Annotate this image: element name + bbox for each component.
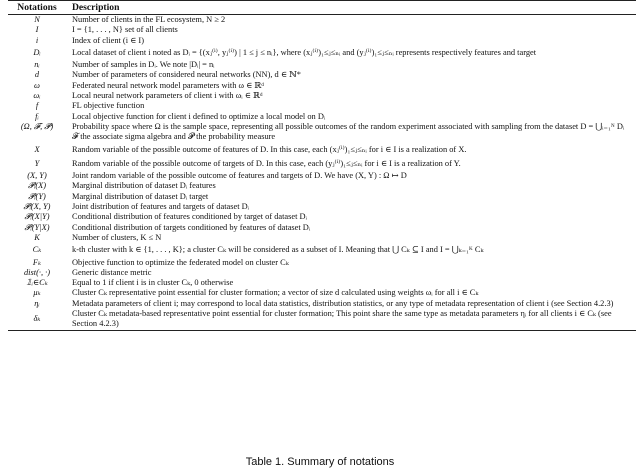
notation-description: Number of clients in the FL ecosystem, N ≥ 2 bbox=[72, 15, 226, 24]
notation-symbol: Cₖ bbox=[32, 245, 42, 255]
table-header-row bbox=[8, 1, 636, 15]
notation-description: Cluster Cₖ metadata-based representative point essential for cluster formation; This point share the same type as metadata parameters ηᵢ for all clients i ∈ Cₖ (see Section 4.2.3) bbox=[66, 309, 636, 330]
notation-description: Number of parameters of considered neural networks (NN), d ∈ ℕ* bbox=[72, 70, 301, 80]
notation-description: Objective function to optimize the federated model on cluster Cₖ bbox=[72, 257, 289, 267]
notation-symbol bbox=[8, 132, 66, 142]
table-row bbox=[8, 157, 636, 171]
notation-description: Joint random variable of the possible outcome of features and targets of D. We have (X, Y) : Ω ↦ D bbox=[72, 171, 407, 181]
notation-description: Local neural network parameters of client i with ωᵢ ∈ ℝᵈ bbox=[72, 91, 263, 101]
header-description: Description bbox=[66, 1, 636, 15]
notation-symbol: (Ω, 𝓕, 𝓟) bbox=[20, 121, 54, 131]
notation-description: Index of client (i ∈ I) bbox=[72, 35, 145, 45]
table-row bbox=[8, 268, 636, 278]
table-row bbox=[8, 288, 636, 298]
table-caption: Table 1. Summary of notations bbox=[245, 456, 395, 468]
notation-description: Marginal distribution of dataset Dᵢ target bbox=[72, 191, 209, 201]
notation-symbol: (X, Y) bbox=[27, 171, 47, 181]
table-row bbox=[8, 171, 636, 181]
notation-symbol: i bbox=[35, 35, 39, 45]
table-row bbox=[8, 258, 636, 268]
notation-description: Federated neural network model parameters with ω ∈ ℝᵈ bbox=[72, 80, 264, 90]
notation-description: Random variable of the possible outcome of targets of D. In this case, each (yⱼ⁽ⁱ⁾)₁≤ⱼ≤ₙᵢ for i ∈ I is a realization of Y. bbox=[72, 158, 461, 168]
table-row bbox=[8, 202, 636, 212]
table-row bbox=[8, 243, 636, 257]
notation-symbol: Dᵢ bbox=[33, 47, 41, 57]
table-row bbox=[8, 299, 636, 309]
table-row bbox=[8, 46, 636, 60]
table-row bbox=[8, 36, 636, 46]
notation-description: k-th cluster with k ∈ {1, . . . , K}; a cluster Cₖ will be considered as a subset of I. Meaning that ⋃ Cₖ ⊆ I and I = ⋃ₖ₌₁ᴷ Cₖ bbox=[72, 245, 484, 255]
notation-description: Conditional distribution of targets conditioned by features of dataset Dᵢ bbox=[72, 222, 311, 232]
table-row bbox=[8, 81, 636, 91]
header-notations: Notations bbox=[8, 1, 66, 15]
notation-description: Marginal distribution of dataset Dᵢ features bbox=[72, 181, 216, 191]
notation-symbol: nᵢ bbox=[34, 60, 40, 70]
notation-description: Generic distance metric bbox=[72, 267, 152, 277]
table-row bbox=[8, 212, 636, 222]
notation-symbol: 𝓟ᵢ(Y|X) bbox=[24, 222, 50, 232]
notation-symbol: ω bbox=[34, 80, 40, 90]
table-row bbox=[8, 181, 636, 191]
notation-description: Number of clusters, K ≤ N bbox=[72, 232, 162, 242]
notation-symbol: d bbox=[34, 70, 40, 80]
table-row bbox=[8, 192, 636, 202]
notation-symbol: fᵢ bbox=[35, 111, 39, 121]
table-row bbox=[8, 91, 636, 101]
notation-description: I = {1, . . . , N} set of all clients bbox=[72, 25, 178, 35]
table-row bbox=[8, 223, 636, 233]
notation-description: Local objective function for client i defined to optimize a local model on Dᵢ bbox=[72, 111, 326, 121]
notation-table-container bbox=[8, 0, 636, 331]
notation-description: FL objective function bbox=[72, 101, 145, 111]
notation-description: Number of samples in Dᵢ. We note |Dᵢ| = nᵢ bbox=[72, 60, 215, 70]
table-row bbox=[8, 132, 636, 142]
table-row bbox=[8, 143, 636, 157]
notation-symbol: 𝓟ᵢ(X) bbox=[27, 181, 47, 191]
notation-symbol: 𝟙ᵢ∈Cₖ bbox=[26, 278, 48, 288]
notation-symbol: ηᵢ bbox=[34, 298, 40, 308]
notation-description: Conditional distribution of features conditioned by target of dataset Dᵢ bbox=[72, 212, 307, 222]
table-row bbox=[8, 233, 636, 243]
notation-symbol: 𝓟ᵢ(X, Y) bbox=[23, 202, 51, 212]
notation-description: Cluster Cₖ representative point essential for cluster formation; a vector of size d calculated using weights ωᵢ for all i ∈ Cₖ bbox=[72, 288, 479, 298]
notation-symbol: δₖ bbox=[8, 309, 66, 330]
table-row bbox=[8, 25, 636, 35]
notation-symbol: dist(·, ·) bbox=[23, 267, 51, 277]
notation-symbol: X bbox=[34, 144, 40, 154]
table-row bbox=[8, 278, 636, 288]
notation-symbol: I bbox=[35, 25, 39, 35]
notation-symbol: N bbox=[34, 15, 40, 24]
notation-description: 𝓕 the associate sigma algebra and 𝓟 the probability measure bbox=[72, 132, 276, 142]
table-row bbox=[8, 15, 636, 26]
notation-description: Local dataset of client i noted as Dᵢ = {(xⱼ⁽ⁱ⁾, yⱼ⁽ⁱ⁾) | 1 ≤ j ≤ nᵢ}, where (xⱼ⁽ⁱ⁾)₁≤ⱼ≤ₙᵢ and (yⱼ⁽ⁱ⁾)₁≤ⱼ≤ₙᵢ represents respectively features and target bbox=[72, 47, 537, 57]
table-row bbox=[8, 122, 636, 132]
table-row bbox=[8, 309, 636, 330]
notation-symbol: Fₖ bbox=[32, 257, 42, 267]
notation-symbol: ωᵢ bbox=[33, 91, 41, 101]
notation-symbol: f bbox=[35, 101, 39, 111]
notation-description: Probability space where Ω is the sample space, representing all possible outcomes of the random experiment associated with sampling from the dataset D = ⋃ᵢ₌₁ᴺ Dᵢ bbox=[72, 121, 625, 131]
table-row bbox=[8, 60, 636, 70]
notation-description: Joint distribution of features and targets of dataset Dᵢ bbox=[72, 202, 250, 212]
notation-symbol: Y bbox=[34, 158, 40, 168]
notation-table bbox=[8, 0, 636, 331]
table-row bbox=[8, 112, 636, 122]
notation-description: Random variable of the possible outcome of features of D. In this case, each (xⱼ⁽ⁱ⁾)₁≤ⱼ≤ₙᵢ for i ∈ I is a realization of X. bbox=[72, 144, 467, 154]
notation-description: Metadata parameters of client i; may correspond to local data statistics, distribution statistics, or any type of metadata representation of client i (see Section 4.2.3) bbox=[72, 298, 614, 308]
notation-symbol: μₖ bbox=[33, 288, 41, 298]
notation-symbol: 𝓟ᵢ(Y) bbox=[28, 191, 46, 201]
table-row bbox=[8, 101, 636, 111]
table-row bbox=[8, 70, 636, 80]
notation-symbol: K bbox=[34, 232, 40, 242]
notation-description: Equal to 1 if client i is in cluster Cₖ, 0 otherwise bbox=[72, 278, 234, 288]
notation-symbol: 𝓟ᵢ(X|Y) bbox=[24, 212, 50, 222]
